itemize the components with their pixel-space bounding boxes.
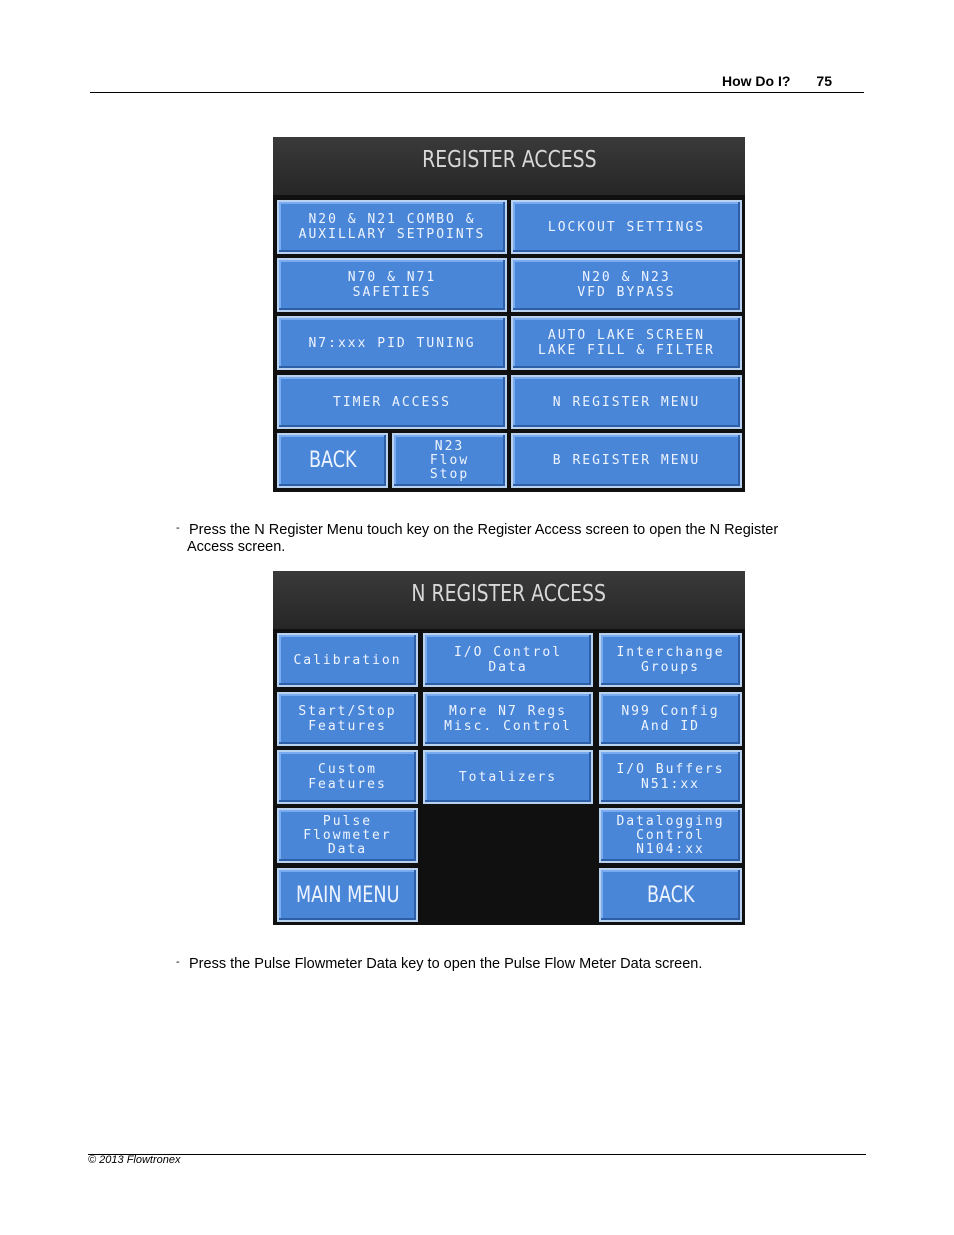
n20-n21-combo-auxillary-setpoints-key[interactable]: N20 & N21 COMBO & AUXILLARY SETPOINTS [277,200,507,254]
io-control-data-key[interactable]: I/O Control Data [423,633,593,687]
io-buffers-key[interactable]: I/O Buffers N51:xx [599,750,742,804]
instruction-text: Press the Pulse Flowmeter Data key to open the Pulse Flow Meter Data screen. [189,956,703,972]
screen-title: REGISTER ACCESS [273,137,745,195]
datalogging-control-key[interactable]: Datalogging Control N104:xx [599,808,742,863]
instruction-text-cont: Access screen. [187,539,286,555]
start-stop-features-key[interactable]: Start/Stop Features [277,692,418,746]
instruction-text: Press the N Register Menu touch key on the Register Access screen to open the N Register [189,522,779,538]
timer-access-key[interactable]: TIMER ACCESS [277,375,507,429]
bullet-marker: - [176,522,180,534]
n20-n23-vfd-bypass-key[interactable]: N20 & N23 VFD BYPASS [511,258,742,312]
auto-lake-screen-key[interactable]: AUTO LAKE SCREEN LAKE FILL & FILTER [511,316,742,370]
register-access-screenshot [273,137,745,492]
page-number: 75 [816,73,832,89]
n70-n71-safeties-key[interactable]: N70 & N71 SAFETIES [277,258,507,312]
footer-divider [88,1154,866,1155]
more-n7-regs-key[interactable]: More N7 Regs Misc. Control [423,692,593,746]
back-key[interactable]: BACK [599,868,742,922]
n-register-access-screenshot [273,571,745,925]
screen-title: N REGISTER ACCESS [273,571,745,629]
custom-features-key[interactable]: Custom Features [277,750,418,804]
b-register-menu-key[interactable]: B REGISTER MENU [511,433,742,488]
copyright: © 2013 Flowtronex [88,1154,181,1166]
n23-flow-stop-key[interactable]: N23 Flow Stop [392,433,507,488]
running-header [600,73,832,89]
n-register-menu-key[interactable]: N REGISTER MENU [511,375,742,429]
n7-pid-tuning-key[interactable]: N7:xxx PID TUNING [277,316,507,370]
bullet-marker: - [176,956,180,968]
header-title: How Do I? [721,73,791,89]
totalizers-key[interactable]: Totalizers [423,750,593,804]
interchange-groups-key[interactable]: Interchange Groups [599,633,742,687]
lockout-settings-key[interactable]: LOCKOUT SETTINGS [511,200,742,254]
n99-config-and-id-key[interactable]: N99 Config And ID [599,692,742,746]
pulse-flowmeter-data-key[interactable]: Pulse Flowmeter Data [277,808,418,863]
header-divider [90,92,864,93]
calibration-key[interactable]: Calibration [277,633,418,687]
main-menu-key[interactable]: MAIN MENU [277,868,418,922]
instruction-step [176,522,849,556]
back-key[interactable]: BACK [277,433,388,488]
instruction-step [176,956,849,973]
